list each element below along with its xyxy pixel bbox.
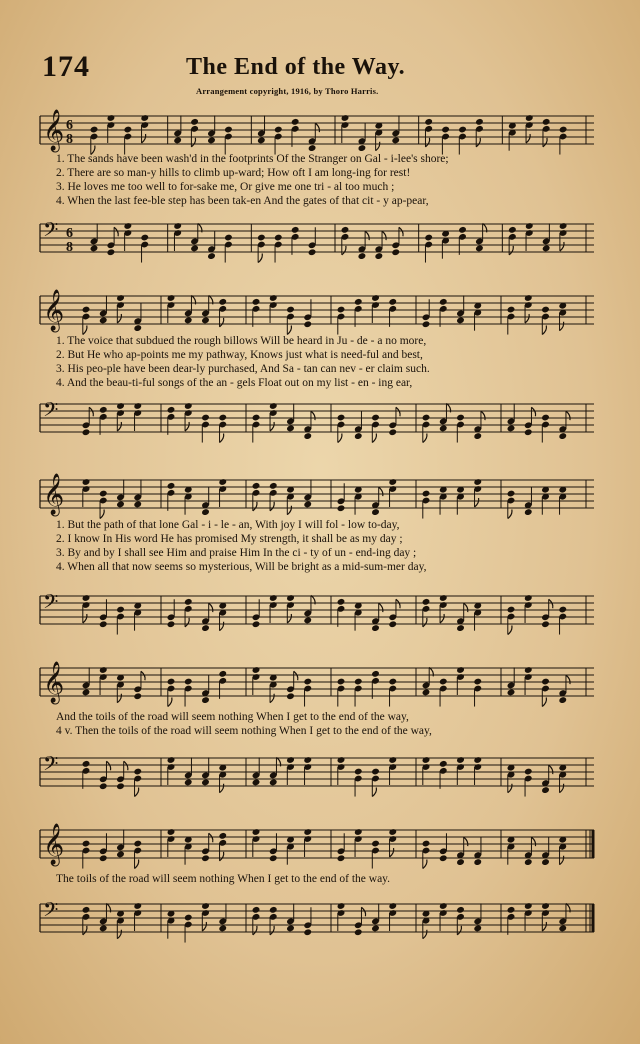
verse-1-line-1: 1. The sands have been wash'd in the footprints Of the Stranger on Gal - i-lee's shore; bbox=[56, 153, 449, 165]
svg-text:𝄢: 𝄢 bbox=[43, 218, 59, 246]
verse-2-line-3: 2. I know In His word He has promised My strength, it shall be as my day ; bbox=[56, 533, 403, 545]
svg-text:𝄢: 𝄢 bbox=[43, 898, 59, 926]
hymn-number: 174 bbox=[42, 50, 90, 83]
svg-text:𝄢: 𝄢 bbox=[43, 590, 59, 618]
music-system-5 bbox=[36, 814, 598, 954]
bass-staff-4 bbox=[36, 748, 598, 800]
treble-staff-4 bbox=[36, 658, 598, 708]
verse-2-line-2: 2. But He who ap-points me my pathway, Knows just what is need-ful and best, bbox=[56, 349, 423, 361]
svg-text:8: 8 bbox=[66, 240, 73, 255]
verse-1-line-2: 1. The voice that subdued the rough billows Will be heard in Ju - de - a no more, bbox=[56, 335, 427, 347]
chorus-line-1-verse-4: 4 v. Then the toils of the road will seem nothing When I get to the end of the way, bbox=[56, 725, 432, 737]
verse-1-line-3: 1. But the path of that lone Gal - i - le - an, With joy I will fol - low to-day, bbox=[56, 519, 400, 531]
treble-staff-5 bbox=[36, 820, 598, 870]
bass-staff-3 bbox=[36, 586, 598, 638]
svg-text:𝄢: 𝄢 bbox=[43, 398, 59, 426]
bass-staff-1 bbox=[36, 214, 598, 264]
svg-text:𝄞: 𝄞 bbox=[43, 474, 65, 515]
verse-4-line-3: 4. When all that now seems so mysterious, Will be bright as a mid-sum-mer day, bbox=[56, 561, 427, 573]
copyright-notice: Arrangement copyright, 1916, by Thoro Harris. bbox=[196, 86, 379, 96]
hymn-title: The End of the Way. bbox=[186, 54, 406, 80]
verse-2-line-1: 2. There are so man-y hills to climb up-ward; How oft I am long-ing for rest! bbox=[56, 167, 411, 179]
svg-text:𝄞: 𝄞 bbox=[43, 662, 65, 703]
music-system-3 bbox=[36, 458, 598, 640]
svg-text:𝄞: 𝄞 bbox=[43, 110, 65, 151]
music-system-4 bbox=[36, 652, 598, 802]
treble-staff-1 bbox=[36, 106, 598, 156]
verse-4-line-2: 4. And the beau-ti-ful songs of the an - gels Float out on my list - en - ing ear, bbox=[56, 377, 413, 389]
music-system-1 bbox=[36, 100, 598, 260]
svg-text:8: 8 bbox=[66, 132, 73, 147]
bass-staff-2 bbox=[36, 394, 598, 446]
svg-text:6: 6 bbox=[66, 118, 73, 133]
chorus-line-2: The toils of the road will seem nothing When I get to the end of the way. bbox=[56, 873, 391, 885]
verse-3-line-1: 3. He loves me too well to for-sake me, Or give me one tri - al too much ; bbox=[56, 181, 395, 193]
svg-text:𝄞: 𝄞 bbox=[43, 824, 65, 865]
treble-staff-3 bbox=[36, 470, 598, 520]
svg-text:𝄞: 𝄞 bbox=[43, 290, 65, 331]
treble-staff-2 bbox=[36, 286, 598, 336]
chorus-line-1: And the toils of the road will seem nothing When I get to the end of the way, bbox=[56, 711, 409, 723]
verse-3-line-3: 3. By and by I shall see Him and praise Him In the ci - ty of un - end-ing day ; bbox=[56, 547, 417, 559]
bass-staff-5 bbox=[36, 894, 598, 946]
verse-4-line-1: 4. When the last fee-ble step has been tak-en And the gates of that cit - y ap-pear, bbox=[56, 195, 429, 207]
verse-3-line-2: 3. His peo-ple have been dear-ly purchased, And Sa - tan can nev - er claim such. bbox=[56, 363, 430, 375]
svg-text:𝄢: 𝄢 bbox=[43, 752, 59, 780]
music-system-2 bbox=[36, 282, 598, 452]
svg-text:6: 6 bbox=[66, 226, 73, 241]
